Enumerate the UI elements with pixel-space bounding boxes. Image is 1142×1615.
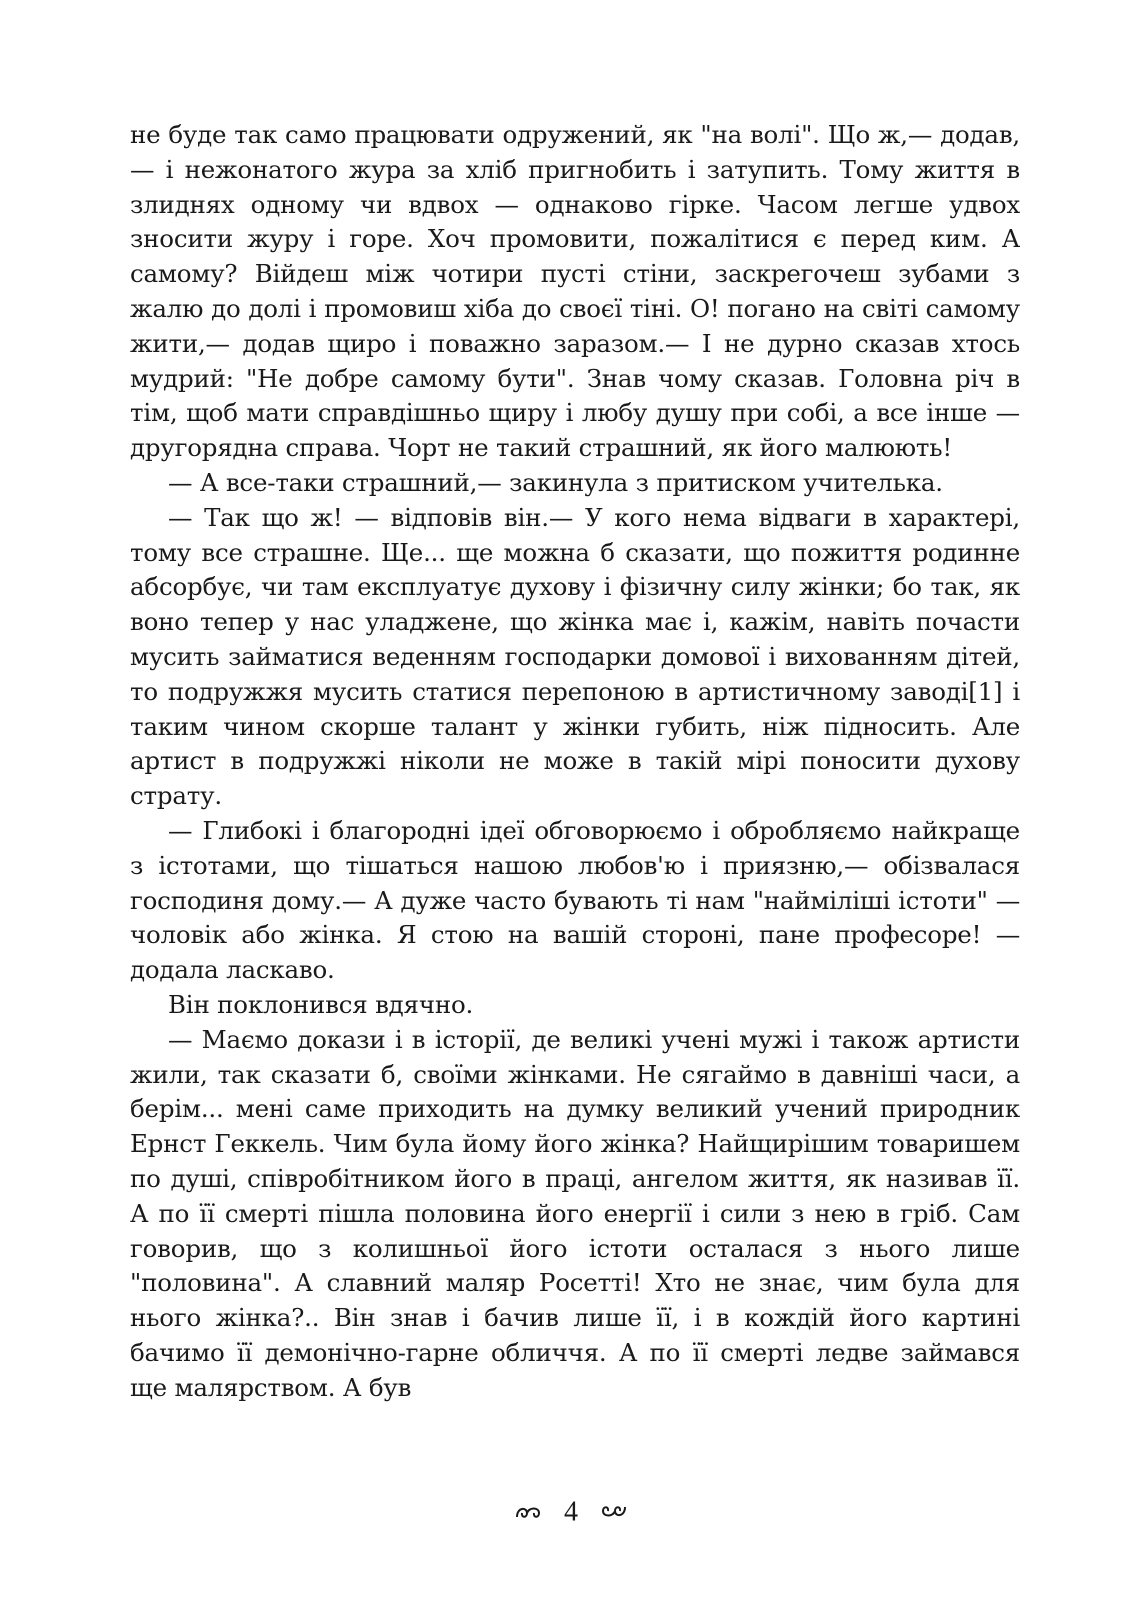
paragraph-5: Він поклонився вдячно. (168, 989, 474, 1019)
page-footer (0, 1495, 1142, 1529)
left-ornament-icon (515, 1497, 541, 1529)
paragraph-4: — Глибокі і благородні ідеї обговорюємо і обробляємо найкраще з істотами, що тішаться нашою любов'ю і приязню,— обізвалася господиня дому.— А дуже часто бувають ті нам "найміліші істоти" — чоловік або жінка. Я стою на вашій стороні, пане професоре! — додала ласкаво. (130, 815, 1020, 985)
paragraph-2: — А все-таки страшний,— закинула з притиском учителька. (168, 467, 943, 497)
page-body (130, 118, 1020, 1405)
paragraph-3: — Так що ж! — відповів він.— У кого нема відваги в характері, тому все страшне. Ще... ще можна б сказати, що пожиття родинне абсорбує, чи там експлуатує духову і фізичну силу жінки; бо так, як воно тепер у нас уладжене, що жінка має і, кажім, навіть почасти мусить займатися веденням господарки домової і вихованням дітей, то подружжя мусить статися перепоною в артистичному заводі[1] і таким чином скорше талант у жінки губить, ніж підносить. Але артист в подружжі ніколи не може в такій мірі поносити духову страту. (130, 502, 1020, 811)
paragraph-1: не буде так само працювати одружений, як "на волі". Що ж,— додав,— і нежонатого жура за хліб пригнобить і затупить. Тому життя в злиднях одному чи вдвох — однаково гірке. Часом легше удвох зносити журу і горе. Хоч промовити, пожалітися є перед ким. А самому? Війдеш між чотири пусті стіни, заскрегочеш зубами з жалю до долі і промовиш хіба до своєї тіні. О! погано на світі самому жити,— додав щиро і поважно заразом.— І не дурно сказав хтось мудрий: "Не добре самому бути". Знав чому сказав. Головна річ в тім, щоб мати справдішньо щиру і любу душу при собі, а все інше — другорядна справа. Чорт не такий страшний, як його малюють! (130, 120, 1020, 463)
page-number: 4 (564, 1496, 578, 1528)
paragraph-6: — Маємо докази і в історії, де великі учені мужі і також артисти жили, так сказати б, своїми жінками. Не сягаймо в давніші часи, а берім... мені саме приходить на думку великий учений природник Ернст Геккель. Чим була йому його жінка? Найщирішим товаришем по душі, співробітником його в праці, ангелом життя, як називав її. А по її смерті пішла половина його енергії і сили з нею в гріб. Сам говорив, що з колишньої його істоти осталася з нього лише "половина". А славний маляр Росетті! Хто не знає, чим була для нього жінка?.. Він знав і бачив лише її, і в кождій його картині бачимо її демонічно-гарне обличчя. А по її смерті ледве займався ще малярством. А був (130, 1024, 1020, 1402)
right-ornament-icon (601, 1497, 627, 1529)
